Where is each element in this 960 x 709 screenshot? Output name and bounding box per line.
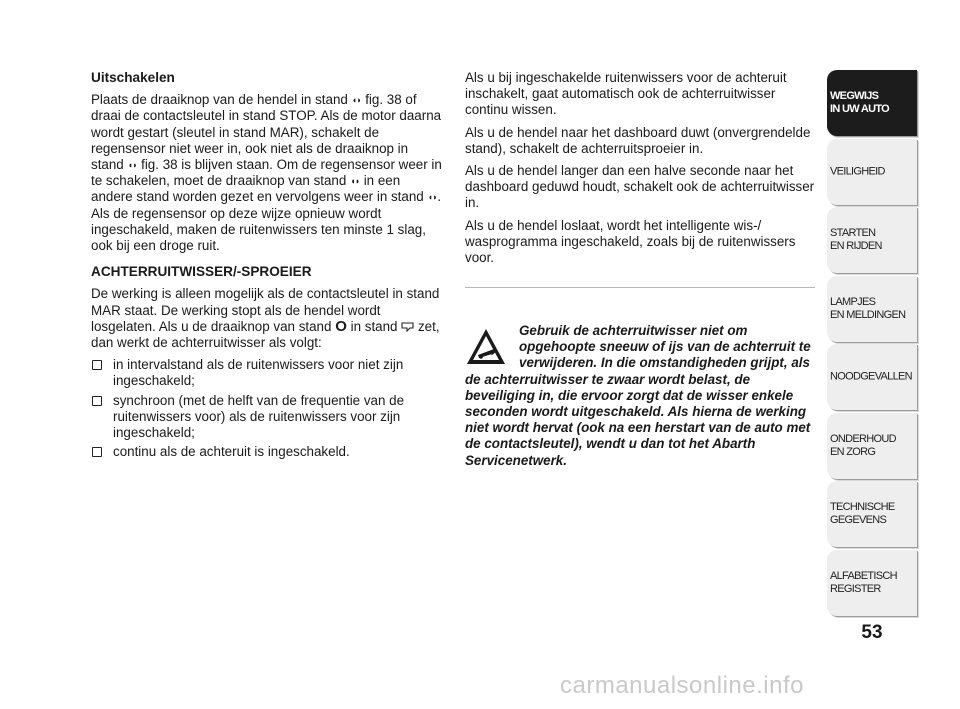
text-segment: fig. 38 of draai de contactsleutel in stand STOP. Als de motor daarna wordt gestart (sleutel in stand MAR), schakelt de regensensor niet weer in, ook niet als de draaiknop in stand	[91, 92, 442, 173]
tab-label: ALFABETISCH REGISTER	[830, 570, 897, 595]
tab-alfabetisch-register[interactable]	[827, 550, 917, 616]
list-item	[91, 444, 443, 460]
warning-triangle-icon	[465, 326, 507, 368]
checkbox-bullet-icon	[92, 360, 102, 370]
heading-uitschakelen: Uitschakelen	[91, 70, 175, 85]
rear-wiper-icon	[401, 321, 414, 332]
tab-lampjes-en-meldingen[interactable]	[827, 276, 917, 342]
warning-text: Gebruik de achterruitwisser niet om opgehoopte sneeuw of ijs van de achterruit te verwijderen. In die omstandigheden grijpt, als de achterruitwisser te zwaar wordt belast, de beveiliging in, die ervoor zorgt dat de wisser enkele seconden wordt uitgeschakeld. Als hierna de werking niet wordt hervat (ook na een herstart van de auto met de contactsleutel), wendt u dan tot het Abarth Servicenetwerk.	[465, 323, 811, 468]
chapter-tabs	[827, 70, 919, 616]
text-segment: Plaats de draaiknop van de hendel in stand	[91, 92, 348, 108]
text-segment: De werking is alleen mogelijk als de contactsleutel in stand MAR staat. De werking stopt als de hendel wordt losgelaten. Als u de draaiknop van stand	[91, 286, 440, 334]
tab-technische-gegevens[interactable]	[827, 481, 917, 547]
bullet-list	[91, 357, 443, 460]
paragraph: Als u de hendel naar het dashboard duwt (onvergrendelde stand), schakelt de achterruitsproeier in.	[465, 124, 811, 156]
tab-label: NOODGEVALLEN	[830, 370, 912, 383]
tab-label: TECHNISCHE GEGEVENS	[830, 501, 895, 526]
paragraph: Als u de hendel langer dan een halve seconde naar het dashboard geduwd houdt, schakelt ook de achterruitwisser in.	[465, 163, 815, 211]
paragraph: Als u bij ingeschakelde ruitenwissers voor de achteruit inschakelt, gaat automatisch ook de achterruitwisser continu wissen.	[465, 70, 787, 118]
divider	[465, 287, 815, 288]
text-segment: zet, dan werkt de achterruitwisser als volgt:	[91, 318, 440, 351]
checkbox-bullet-icon	[92, 447, 102, 457]
warning-box	[465, 323, 815, 469]
right-column	[465, 70, 815, 272]
left-column	[91, 70, 443, 463]
tab-label: STARTEN EN RIJDEN	[830, 227, 882, 252]
checkbox-bullet-icon	[92, 396, 102, 406]
off-position-symbol: O	[335, 317, 347, 335]
text-segment: in stand	[350, 318, 398, 334]
list-item	[91, 393, 443, 442]
text-segment: fig. 38 is blijven staan. Om de regensensor weer in te schakelen, moet de draaiknop van stand	[91, 157, 442, 189]
tab-noodgevallen[interactable]	[827, 344, 917, 410]
page-number: 53	[861, 622, 883, 643]
paragraph: Als u de hendel loslaat, wordt het intelligente wis-/ wasprogramma ingeschakeld, zoals bij de ruitenwissers voor.	[465, 217, 796, 266]
tab-label: LAMPJES EN MELDINGEN	[830, 296, 906, 321]
tab-starten-en-rijden[interactable]	[827, 207, 917, 273]
tab-label: WEGWIJS IN UW AUTO	[830, 90, 889, 115]
auto-sensor-symbol-icon: ◖◗	[427, 192, 438, 203]
tab-onderhoud-en-zorg[interactable]	[827, 413, 917, 479]
tab-veiligheid[interactable]	[827, 139, 917, 205]
list-item-text: continu als de achteruit is ingeschakeld.	[113, 444, 350, 460]
text-segment: in een andere stand worden gezet en vervolgens weer in stand	[91, 173, 424, 205]
paragraph-achterruitwisser	[91, 286, 443, 351]
tab-wegwijs-in-uw-auto[interactable]	[827, 70, 917, 136]
tab-label: ONDERHOUD EN ZORG	[830, 433, 896, 458]
auto-sensor-symbol-icon: ◖◗	[351, 95, 362, 106]
list-item-text: in intervalstand als de ruitenwissers voor niet zijn ingeschakeld;	[113, 357, 404, 389]
paragraph-uitschakelen	[91, 92, 443, 254]
tab-label: VEILIGHEID	[830, 165, 885, 178]
auto-sensor-symbol-icon: ◖◗	[350, 176, 360, 187]
auto-sensor-symbol-icon: ◖◗	[127, 160, 138, 171]
list-item-text: synchroon (met de helft van de frequentie van de ruitenwissers voor) als de ruitenwissers voor zijn ingeschakeld;	[113, 392, 405, 441]
list-item	[91, 357, 443, 389]
text-segment: . Als de regensensor op deze wijze opnieuw wordt ingeschakeld, maken de ruitenwissers ten minste 1 slag, ook bij een droge ruit.	[91, 189, 442, 254]
watermark: carmanualsonline.info	[560, 672, 804, 699]
heading-achterruitwisser: ACHTERRUITWISSER/-SPROEIER	[91, 264, 312, 280]
